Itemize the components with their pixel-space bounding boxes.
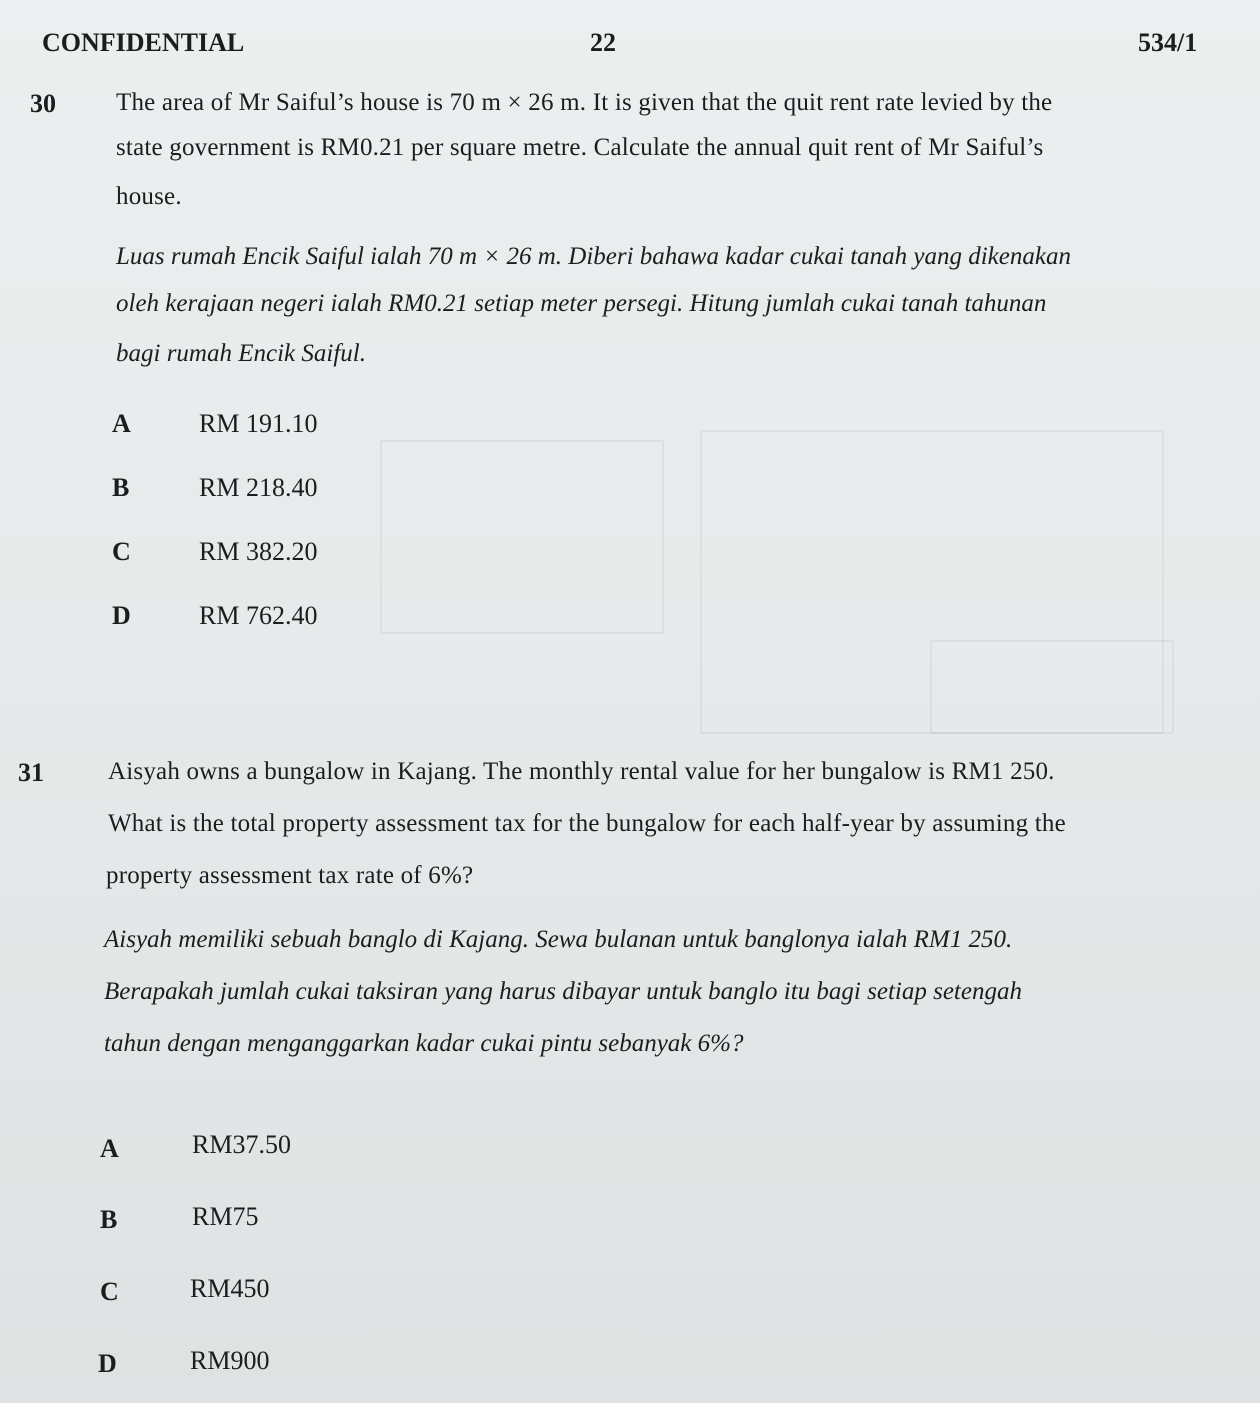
- option-letter-d: D: [98, 1349, 117, 1378]
- option-value-a: RM 191.10: [199, 409, 318, 438]
- option-value-c: RM450: [190, 1274, 270, 1303]
- option-letter-d: D: [112, 601, 131, 630]
- question-text-ms-line: tahun dengan menganggarkan kadar cukai pintu sebanyak 6%?: [104, 1030, 744, 1057]
- option-letter-c: C: [100, 1277, 119, 1306]
- option-value-d: RM900: [190, 1346, 270, 1375]
- question-text-en-line: What is the total property assessment tax for the bungalow for each half-year by assuming the: [108, 810, 1066, 837]
- option-letter-a: A: [100, 1134, 119, 1163]
- question-number: 30: [30, 89, 56, 118]
- option-value-b: RM 218.40: [199, 473, 318, 502]
- option-letter-b: B: [100, 1205, 118, 1234]
- option-letter-c: C: [112, 537, 131, 566]
- paper-code: 534/1: [1138, 28, 1198, 57]
- option-value-a: RM37.50: [192, 1130, 291, 1159]
- option-value-b: RM75: [192, 1202, 259, 1231]
- option-letter-b: B: [112, 473, 130, 502]
- question-text-en-line: state government is RM0.21 per square metre. Calculate the annual quit rent of Mr Saiful’s: [116, 134, 1044, 161]
- option-value-c: RM 382.20: [199, 537, 318, 566]
- show-through-box: [380, 440, 664, 634]
- question-text-ms-line: Aisyah memiliki sebuah banglo di Kajang. Sewa bulanan untuk banglonya ialah RM1 250.: [104, 926, 1013, 953]
- question-number: 31: [18, 758, 44, 787]
- question-text-en-line: house.: [116, 183, 182, 210]
- question-text-ms-line: Luas rumah Encik Saiful ialah 70 m × 26 m. Diberi bahawa kadar cukai tanah yang dikenakan: [116, 243, 1071, 270]
- question-text-en-line: property assessment tax rate of 6%?: [106, 862, 474, 889]
- question-text-ms-line: bagi rumah Encik Saiful.: [116, 340, 366, 367]
- option-letter-a: A: [112, 409, 131, 438]
- show-through-box: [930, 640, 1174, 734]
- page-number: 22: [590, 28, 616, 57]
- option-value-d: RM 762.40: [199, 601, 318, 630]
- question-text-en-line: The area of Mr Saiful’s house is 70 m × 26 m. It is given that the quit rent rate levied by the: [116, 89, 1053, 116]
- confidential-label: CONFIDENTIAL: [42, 28, 245, 57]
- question-text-ms-line: oleh kerajaan negeri ialah RM0.21 setiap meter persegi. Hitung jumlah cukai tanah tahunan: [116, 290, 1047, 317]
- question-text-en-line: Aisyah owns a bungalow in Kajang. The monthly rental value for her bungalow is RM1 250.: [108, 758, 1055, 785]
- question-text-ms-line: Berapakah jumlah cukai taksiran yang harus dibayar untuk banglo itu bagi setiap setengah: [104, 978, 1022, 1005]
